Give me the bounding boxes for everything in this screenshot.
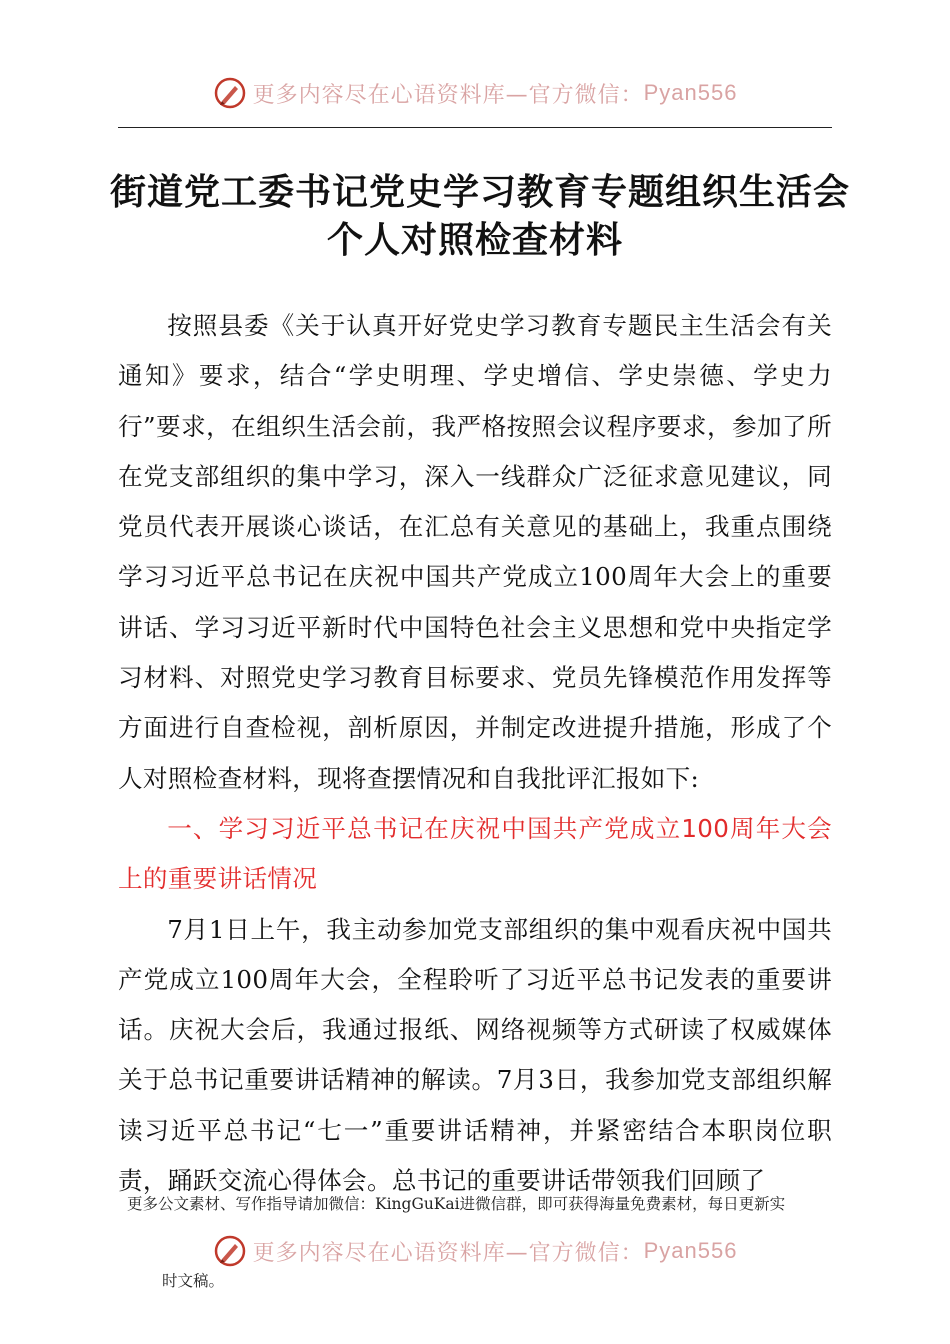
watermark-id: Pyan556 [643, 1238, 738, 1263]
watermark-bottom [0, 1231, 950, 1271]
section-1-paragraph: 7月1日上午，我主动参加党支部组织的集中观看庆祝中国共产党成立100周年大会，全程聆听了习近平总书记发表的重要讲话。庆祝大会后，我通过报纸、网络视频等方式研读了权威媒体关于总书记重要讲话精神的解读。7月3日，我参加党支部组织解读习近平总书记“七一”重要讲话精神，并紧密结合本职岗位职责，踊跃交流心得体会。总书记的重要讲话带领我们回顾了 [118, 914, 832, 1196]
header-divider [118, 127, 832, 128]
footer-tail: 时文稿。 [162, 1272, 225, 1290]
document-title [110, 168, 851, 264]
pen-logo-icon [213, 76, 247, 110]
title-line-1: 街道党工委书记党史学习教育专题组织生活会 [110, 171, 851, 213]
watermark-id: Pyan556 [643, 80, 738, 105]
footer-note: 更多公文素材、写作指导请加微信：KingGuKai进微信群，即可获得海量免费素材，每日更新实 [127, 1195, 786, 1213]
watermark-text: 更多内容尽在心语资料库—官方微信： [252, 82, 644, 108]
title-line-2: 个人对照检查材料 [326, 219, 623, 261]
document-body [118, 301, 832, 1206]
watermark-text: 更多内容尽在心语资料库—官方微信： [252, 1240, 644, 1266]
section-heading-1: 一、学习习近平总书记在庆祝中国共产党成立100周年大会上的重要讲话情况 [118, 813, 832, 894]
watermark-top [0, 73, 950, 113]
pen-logo-icon [213, 1234, 247, 1268]
intro-paragraph: 按照县委《关于认真开好党史学习教育专题民主生活会有关通知》要求，结合“学史明理、学史增信、学史崇德、学史力行”要求，在组织生活会前，我严格按照会议程序要求，参加了所在党支部组织的集中学习，深入一线群众广泛征求意见建议，同党员代表开展谈心谈话，在汇总有关意见的基础上，我重点围绕学习习近平总书记在庆祝中国共产党成立100周年大会上的重要讲话、学习习近平新时代中国特色社会主义思想和党中央指定学习材料、对照党史学习教育目标要求、党员先锋模范作用发挥等方面进行自查检视，剖析原因，并制定改进提升措施，形成了个人对照检查材料，现将查摆情况和自我批评汇报如下: [118, 311, 832, 793]
